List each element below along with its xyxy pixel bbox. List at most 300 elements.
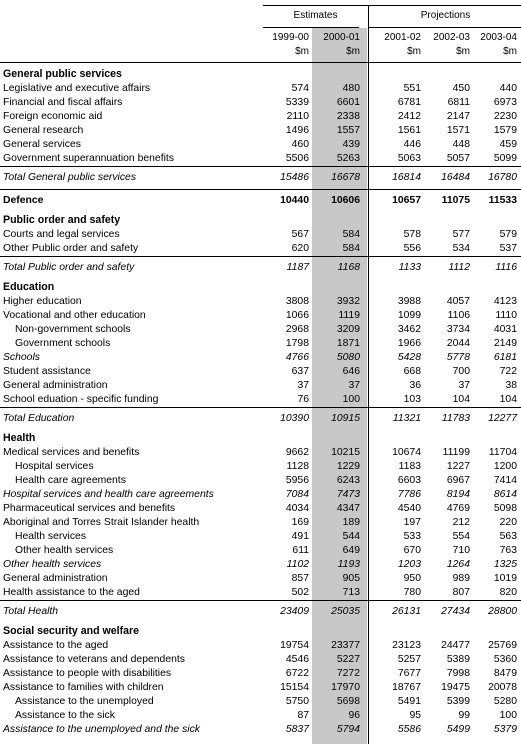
- unit-header: $m: [456, 46, 470, 57]
- year-header: 2002-03: [433, 32, 470, 43]
- row-label: Defence: [3, 195, 44, 206]
- projections-rule: [368, 27, 521, 28]
- table-row: [0, 295, 521, 309]
- row-label: Total Education: [3, 413, 75, 424]
- value-cell: 7998: [446, 668, 470, 679]
- value-cell: 584: [342, 229, 360, 240]
- value-cell: 5057: [446, 153, 470, 164]
- table-row: [0, 586, 521, 600]
- value-cell: 1112: [448, 262, 470, 273]
- value-cell: 37: [297, 380, 309, 391]
- value-cell: 1203: [397, 559, 421, 570]
- value-cell: 10915: [331, 413, 360, 424]
- value-cell: 1116: [495, 262, 517, 273]
- value-cell: 16484: [441, 172, 470, 183]
- header-bottom-rule: [0, 62, 521, 63]
- unit-header: $m: [503, 46, 517, 57]
- section-heading-row: [0, 66, 521, 82]
- value-cell: 104: [452, 394, 470, 405]
- section-heading-row: [0, 212, 521, 228]
- row-label: Health assistance to the aged: [3, 587, 140, 598]
- table-row: [0, 530, 521, 544]
- value-cell: 5280: [493, 696, 517, 707]
- value-cell: 16814: [392, 172, 421, 183]
- value-cell: 1579: [493, 125, 517, 136]
- value-cell: 4347: [336, 503, 360, 514]
- estimates-rule: [263, 27, 359, 28]
- value-cell: 6781: [397, 97, 421, 108]
- row-label: Other health services: [15, 545, 114, 556]
- table-row: [0, 138, 521, 152]
- value-cell: 5750: [285, 696, 309, 707]
- value-cell: 5491: [397, 696, 421, 707]
- value-cell: 38: [505, 380, 517, 391]
- value-cell: 807: [452, 587, 470, 598]
- value-cell: 5360: [493, 654, 517, 665]
- row-label: General administration: [3, 380, 108, 391]
- row-label: Financial and fiscal affairs: [3, 97, 123, 108]
- value-cell: 989: [452, 573, 470, 584]
- value-cell: 780: [403, 587, 421, 598]
- value-cell: 5499: [446, 724, 470, 735]
- value-cell: 7677: [397, 668, 421, 679]
- row-label: General services: [3, 139, 81, 150]
- row-label: Foreign economic aid: [3, 111, 103, 122]
- table-row: [0, 337, 521, 351]
- value-cell: 5099: [493, 153, 517, 164]
- table-row: [0, 124, 521, 138]
- value-cell: 646: [342, 366, 360, 377]
- section-heading-row: [0, 279, 521, 295]
- value-cell: 1561: [397, 125, 421, 136]
- row-label: Health care agreements: [15, 475, 126, 486]
- table-row: [0, 667, 521, 681]
- value-cell: 3808: [285, 296, 309, 307]
- table-row: [0, 474, 521, 488]
- value-cell: 4034: [285, 503, 309, 514]
- value-cell: 537: [499, 243, 517, 254]
- value-cell: 76: [297, 394, 309, 405]
- value-cell: 1102: [286, 559, 309, 570]
- row-label: Government schools: [15, 338, 111, 349]
- table-row: [0, 96, 521, 110]
- value-cell: 502: [291, 587, 309, 598]
- total-row: [0, 166, 521, 189]
- value-cell: 220: [499, 517, 517, 528]
- row-label: Assistance to the aged: [3, 640, 109, 651]
- value-cell: 2230: [493, 111, 517, 122]
- value-cell: 700: [452, 366, 470, 377]
- section-heading: General public services: [3, 68, 122, 80]
- value-cell: 5698: [336, 696, 360, 707]
- value-cell: 1227: [446, 461, 470, 472]
- table-row: [0, 446, 521, 460]
- row-label: Non-government schools: [15, 324, 131, 335]
- value-cell: 5586: [397, 724, 421, 735]
- value-cell: 1133: [398, 262, 421, 273]
- value-cell: 567: [291, 229, 309, 240]
- estimates-heading: Estimates: [293, 10, 338, 21]
- value-cell: 8479: [493, 668, 517, 679]
- value-cell: 5098: [493, 503, 517, 514]
- value-cell: 15486: [280, 172, 309, 183]
- value-cell: 10390: [280, 413, 309, 424]
- value-cell: 5379: [493, 724, 517, 735]
- value-cell: 1106: [447, 310, 470, 321]
- value-cell: 12277: [488, 413, 517, 424]
- table-row: [0, 365, 521, 379]
- row-label: Hospital services: [15, 461, 94, 472]
- value-cell: 6811: [447, 97, 470, 108]
- value-cell: 7786: [397, 489, 421, 500]
- table-row: [0, 516, 521, 530]
- value-cell: 4031: [493, 324, 517, 335]
- value-cell: 905: [342, 573, 360, 584]
- value-cell: 2968: [285, 324, 309, 335]
- value-cell: 169: [291, 517, 309, 528]
- value-cell: 1496: [285, 125, 309, 136]
- value-cell: 820: [499, 587, 517, 598]
- row-label: Vocational and other education: [3, 310, 146, 321]
- value-cell: 5389: [446, 654, 470, 665]
- section-heading: Education: [3, 281, 55, 293]
- value-cell: 10440: [280, 195, 309, 206]
- value-cell: 620: [291, 243, 309, 254]
- value-cell: 556: [403, 243, 421, 254]
- value-cell: 103: [403, 394, 421, 405]
- value-cell: 11533: [488, 195, 517, 206]
- value-cell: 7414: [493, 475, 517, 486]
- value-cell: 563: [499, 531, 517, 542]
- value-cell: 5794: [336, 724, 360, 735]
- value-cell: 10674: [392, 447, 421, 458]
- year-header: 2003-04: [480, 32, 517, 43]
- value-cell: 649: [342, 545, 360, 556]
- value-cell: 1966: [397, 338, 421, 349]
- value-cell: 36: [409, 380, 421, 391]
- value-cell: 439: [342, 139, 360, 150]
- value-cell: 554: [452, 531, 470, 542]
- table-row: [0, 242, 521, 256]
- value-cell: 9662: [285, 447, 309, 458]
- value-cell: 11783: [441, 413, 470, 424]
- value-cell: 5339: [285, 97, 309, 108]
- unit-header: $m: [295, 46, 309, 57]
- value-cell: 1110: [495, 310, 517, 321]
- row-label: Pharmaceutical services and benefits: [3, 503, 176, 514]
- value-cell: 5263: [336, 153, 360, 164]
- value-cell: 6722: [285, 668, 309, 679]
- table-row: [0, 544, 521, 558]
- row-label: Legislative and executive affairs: [3, 83, 151, 94]
- value-cell: 23377: [331, 640, 360, 651]
- value-cell: 857: [291, 573, 309, 584]
- unit-header: $m: [407, 46, 421, 57]
- table-row: [0, 228, 521, 242]
- value-cell: 3462: [397, 324, 421, 335]
- value-cell: 24477: [441, 640, 470, 651]
- row-label: Assistance to people with disabilities: [3, 668, 172, 679]
- value-cell: 4057: [446, 296, 470, 307]
- section-heading: Health: [3, 432, 36, 444]
- value-cell: 3988: [397, 296, 421, 307]
- value-cell: 18767: [392, 682, 421, 693]
- table-row: [0, 639, 521, 653]
- year-header: 2001-02: [384, 32, 421, 43]
- value-cell: 574: [291, 83, 309, 94]
- table-row: [0, 393, 521, 407]
- value-cell: 10657: [392, 195, 421, 206]
- row-label: Total Public order and safety: [3, 262, 135, 273]
- table-row: [0, 110, 521, 124]
- table-row: [0, 681, 521, 695]
- row-label: Other Public order and safety: [3, 243, 139, 254]
- year-header: 1999-00: [272, 32, 309, 43]
- value-cell: 212: [452, 517, 470, 528]
- value-cell: 448: [452, 139, 470, 150]
- value-cell: 11075: [441, 195, 470, 206]
- value-cell: 7473: [336, 489, 360, 500]
- row-label: General administration: [3, 573, 108, 584]
- value-cell: 670: [403, 545, 421, 556]
- value-cell: 5080: [336, 352, 360, 363]
- table-row: [0, 653, 521, 667]
- value-cell: 1019: [493, 573, 517, 584]
- value-cell: 7084: [285, 489, 309, 500]
- row-label: Medical services and benefits: [3, 447, 140, 458]
- table-row: [0, 379, 521, 393]
- value-cell: 5399: [446, 696, 470, 707]
- value-cell: 19754: [280, 640, 309, 651]
- table-row: [0, 82, 521, 96]
- row-label: Assistance to the sick: [15, 710, 115, 721]
- value-cell: 460: [291, 139, 309, 150]
- value-cell: 668: [403, 366, 421, 377]
- value-cell: 1200: [493, 461, 517, 472]
- value-cell: 1119: [338, 310, 360, 321]
- value-cell: 37: [458, 380, 470, 391]
- subtotal-row: [0, 351, 521, 365]
- value-cell: 1183: [398, 461, 421, 472]
- value-cell: 1571: [446, 125, 470, 136]
- row-label: Total Health: [3, 606, 59, 617]
- value-cell: 8614: [493, 489, 517, 500]
- table-row: [0, 695, 521, 709]
- value-cell: 4540: [397, 503, 421, 514]
- value-cell: 23409: [280, 606, 309, 617]
- subtotal-row: [0, 488, 521, 502]
- value-cell: 6601: [336, 97, 360, 108]
- value-cell: 5778: [446, 352, 470, 363]
- value-cell: 544: [342, 531, 360, 542]
- value-cell: 2149: [493, 338, 517, 349]
- table-row: [0, 502, 521, 516]
- value-cell: 197: [403, 517, 421, 528]
- value-cell: 2412: [397, 111, 421, 122]
- value-cell: 10215: [331, 447, 360, 458]
- value-cell: 19475: [441, 682, 470, 693]
- value-cell: 5837: [285, 724, 309, 735]
- value-cell: 6181: [493, 352, 517, 363]
- value-cell: 99: [458, 710, 470, 721]
- value-cell: 16678: [331, 172, 360, 183]
- value-cell: 440: [499, 83, 517, 94]
- value-cell: 4546: [285, 654, 309, 665]
- section-heading-row: [0, 623, 521, 639]
- value-cell: 11321: [392, 413, 421, 424]
- row-label: Assistance to the unemployed and the sick: [3, 724, 200, 735]
- value-cell: 16780: [488, 172, 517, 183]
- unit-header: $m: [346, 46, 360, 57]
- row-label: General research: [3, 125, 84, 136]
- total-row: [0, 256, 521, 279]
- value-cell: 6243: [336, 475, 360, 486]
- value-cell: 551: [403, 83, 421, 94]
- row-label: Assistance to veterans and dependents: [3, 654, 185, 665]
- row-label: Health services: [15, 531, 87, 542]
- value-cell: 8194: [446, 489, 470, 500]
- value-cell: 3209: [336, 324, 360, 335]
- section-heading: Public order and safety: [3, 214, 121, 226]
- value-cell: 5063: [397, 153, 421, 164]
- value-cell: 1193: [337, 559, 360, 570]
- value-cell: 1099: [397, 310, 421, 321]
- value-cell: 96: [348, 710, 360, 721]
- row-label: Courts and legal services: [3, 229, 120, 240]
- value-cell: 20078: [488, 682, 517, 693]
- value-cell: 2147: [446, 111, 470, 122]
- value-cell: 534: [452, 243, 470, 254]
- value-cell: 3734: [446, 324, 470, 335]
- value-cell: 950: [403, 573, 421, 584]
- value-cell: 25035: [331, 606, 360, 617]
- value-cell: 87: [297, 710, 309, 721]
- value-cell: 611: [292, 545, 309, 556]
- subtotal-row: [0, 723, 521, 737]
- table-row: [0, 323, 521, 337]
- value-cell: 15154: [280, 682, 309, 693]
- value-cell: 26131: [392, 606, 421, 617]
- value-cell: 5506: [285, 153, 309, 164]
- row-label: Aboriginal and Torres Strait Islander health: [3, 517, 200, 528]
- table-body: [0, 66, 521, 737]
- value-cell: 5428: [397, 352, 421, 363]
- subtotal-row: [0, 558, 521, 572]
- value-cell: 6603: [397, 475, 421, 486]
- value-cell: 4769: [446, 503, 470, 514]
- value-cell: 7272: [336, 668, 360, 679]
- value-cell: 578: [403, 229, 421, 240]
- value-cell: 6967: [446, 475, 470, 486]
- value-cell: 459: [499, 139, 517, 150]
- value-cell: 11199: [442, 447, 470, 458]
- value-cell: 637: [291, 366, 309, 377]
- value-cell: 104: [499, 394, 517, 405]
- value-cell: 27434: [441, 606, 470, 617]
- value-cell: 4766: [285, 352, 309, 363]
- row-label: Schools: [3, 352, 40, 363]
- value-cell: 722: [499, 366, 517, 377]
- table-row: [0, 309, 521, 323]
- value-cell: 1229: [336, 461, 360, 472]
- value-cell: 533: [403, 531, 421, 542]
- total-row: [0, 189, 521, 212]
- value-cell: 710: [452, 545, 470, 556]
- value-cell: 2044: [446, 338, 470, 349]
- value-cell: 1128: [286, 461, 309, 472]
- value-cell: 579: [499, 229, 517, 240]
- value-cell: 491: [291, 531, 309, 542]
- value-cell: 450: [452, 83, 470, 94]
- table-row: [0, 152, 521, 166]
- value-cell: 1168: [337, 262, 360, 273]
- row-label: Student assistance: [3, 366, 91, 377]
- value-cell: 100: [499, 710, 517, 721]
- table-row: [0, 709, 521, 723]
- value-cell: 4123: [493, 296, 517, 307]
- value-cell: 763: [499, 545, 517, 556]
- row-label: Higher education: [3, 296, 82, 307]
- row-label: Assistance to families with children: [3, 682, 164, 693]
- value-cell: 5257: [397, 654, 421, 665]
- row-label: Other health services: [3, 559, 102, 570]
- value-cell: 1066: [285, 310, 309, 321]
- value-cell: 37: [348, 380, 360, 391]
- value-cell: 25769: [488, 640, 517, 651]
- value-cell: 446: [403, 139, 421, 150]
- row-label: Total General public services: [3, 172, 137, 183]
- value-cell: 28800: [488, 606, 517, 617]
- value-cell: 577: [452, 229, 470, 240]
- value-cell: 17970: [331, 682, 360, 693]
- value-cell: 23123: [392, 640, 421, 651]
- value-cell: 1325: [493, 559, 517, 570]
- value-cell: 11704: [488, 447, 517, 458]
- row-label: Assistance to the unemployed: [15, 696, 154, 707]
- value-cell: 189: [342, 517, 360, 528]
- value-cell: 6973: [493, 97, 517, 108]
- year-header: 2000-01: [323, 32, 360, 43]
- section-heading: Social security and welfare: [3, 625, 140, 637]
- value-cell: 5227: [336, 654, 360, 665]
- value-cell: 584: [342, 243, 360, 254]
- value-cell: 1871: [336, 338, 360, 349]
- section-heading-row: [0, 430, 521, 446]
- table-row: [0, 572, 521, 586]
- table-top-rule: [263, 5, 521, 6]
- value-cell: 2110: [286, 111, 309, 122]
- value-cell: 1187: [286, 262, 309, 273]
- value-cell: 480: [342, 83, 360, 94]
- total-row: [0, 407, 521, 430]
- table-row: [0, 460, 521, 474]
- row-label: Hospital services and health care agreements: [3, 489, 214, 500]
- projections-heading: Projections: [420, 10, 471, 21]
- row-label: Government superannuation benefits: [3, 153, 174, 164]
- value-cell: 100: [342, 394, 360, 405]
- total-row: [0, 600, 521, 623]
- value-cell: 1264: [446, 559, 470, 570]
- value-cell: 1798: [285, 338, 309, 349]
- value-cell: 5956: [285, 475, 309, 486]
- value-cell: 10606: [331, 195, 360, 206]
- value-cell: 2338: [336, 111, 360, 122]
- value-cell: 1557: [336, 125, 360, 136]
- value-cell: 713: [342, 587, 360, 598]
- row-label: School eduation - specific funding: [3, 394, 159, 405]
- value-cell: 95: [409, 710, 421, 721]
- value-cell: 3932: [336, 296, 360, 307]
